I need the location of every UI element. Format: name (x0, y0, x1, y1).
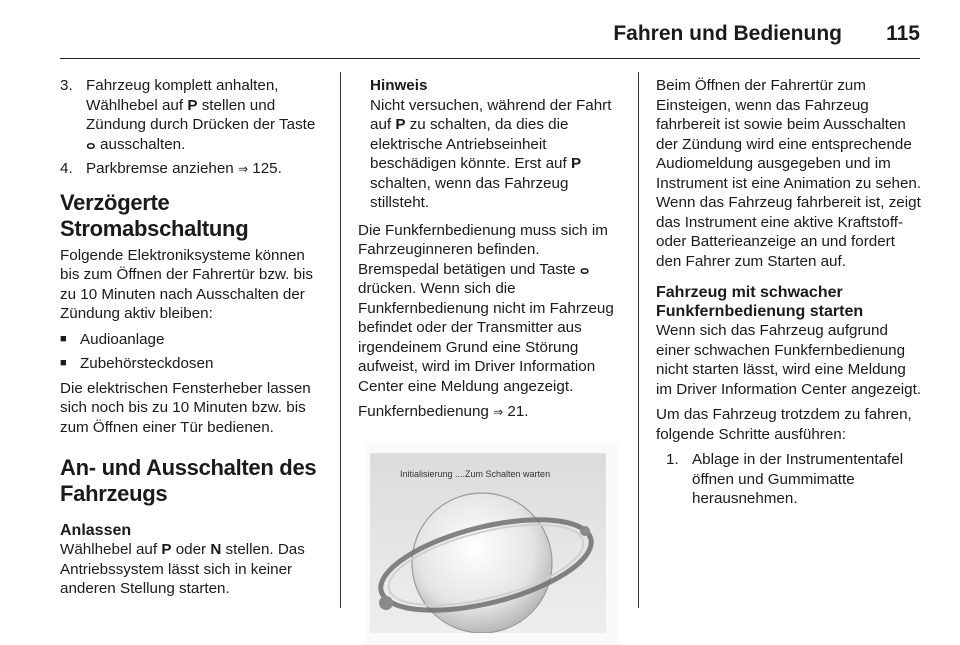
step-text: Parkbremse anziehen (86, 160, 238, 177)
text: Funkfernbedienung (358, 403, 494, 420)
step-4 (60, 159, 328, 180)
square-bullet-icon: ■ (60, 357, 67, 369)
column-divider-1 (340, 72, 341, 608)
hint-box (358, 76, 624, 213)
animation-paragraph: Beim Öffnen der Fahrertür zum Einsteigen, wenn das Fahrzeug fahrbereit ist sowie beim Ausschalten der Zündung wird eine entsprechende Audiomeldung ausgegeben und im Instrument ist eine Animation zu sehen. Wenn das Fahrzeug fahrbereit ist, zeigt das Instrument eine aktive Kraftstoff- oder Batterieanzeige an und fordert den Fahrer zum Starten auf. (656, 77, 922, 270)
remote-paragraph (358, 221, 624, 397)
column-3 (656, 76, 922, 514)
section-heading-anschalten: An- und Ausschalten des Fahrzeugs (60, 455, 317, 506)
step-text: stellen und Zündung durch Drücken der Taste (86, 96, 316, 133)
step-text: Fahrzeug komplett anhalten, Wählhebel auf (86, 77, 279, 114)
list-item-text: Audioanlage (80, 330, 165, 348)
header-rule (60, 58, 920, 59)
page-title: Fahren und Bedienung (613, 22, 842, 45)
section-outro: Die elektrischen Fensterheber lassen sich noch bis zu 10 Minuten bzw. bis zum Öffnen einer Tür bedienen. (60, 379, 311, 436)
instrument-display-figure (366, 443, 618, 645)
text: oder (171, 541, 211, 558)
gear-p: P (161, 541, 172, 558)
section-intro: Folgende Elektroniksysteme können bis zum Öffnen der Fahrertür bzw. bis zu 10 Minuten nach Ausschalten der Zündung aktiv bleiben: (60, 246, 313, 322)
anlassen-text (60, 540, 328, 599)
remote-ref (358, 402, 624, 423)
step-text: Ablage in der Instrumententafel öffnen und Gummimatte herausnehmen. (692, 451, 904, 507)
page-ref[interactable]: 21. (507, 403, 529, 420)
column-2 (358, 76, 624, 645)
gear-p: P (395, 116, 406, 133)
text: Nicht versuchen, während der Fahrt auf (370, 96, 612, 133)
planet-ring-icon (370, 453, 606, 633)
step-number: 1. (666, 451, 679, 468)
text: stellen. Das Antriebssystem lässt sich in keiner anderen Stellung starten. (60, 541, 305, 597)
hint-text (370, 96, 624, 213)
list-item (60, 354, 328, 374)
weak-remote-paragraph: Wenn sich das Fahrzeug aufgrund einer schwachen Funkfernbedienung nicht starten lässt, wird eine Meldung im Driver Information Center angezeigt. (656, 322, 922, 398)
gear-p: P (187, 96, 198, 114)
list-item-text: Zubehörsteckdosen (80, 355, 214, 372)
step-text: ausschalten. (95, 135, 186, 153)
arrow-ref-icon: ⇒ (493, 405, 504, 419)
step-3 (60, 76, 328, 154)
page-number: 115 (886, 22, 920, 45)
column-divider-2 (638, 72, 639, 608)
text: Wählhebel auf (60, 541, 162, 558)
subheading-anlassen: Anlassen (60, 522, 132, 539)
arrow-ref-icon: ⇒ (237, 162, 249, 176)
text: zu schalten, da dies die elektrische Antriebseinheit beschädigen könnte. Erst auf (370, 116, 571, 172)
gear-n: N (210, 541, 222, 558)
display-message: Initialisierung ....Zum Schalten warten (400, 468, 551, 479)
display-screen (370, 453, 606, 633)
step-number: 4. (60, 160, 73, 177)
list-item (60, 330, 328, 350)
steps-intro: Um das Fahrzeug trotzdem zu fahren, folgende Schritte ausführen: (656, 406, 912, 443)
page-ref[interactable]: 125. (252, 160, 282, 177)
gear-p: P (570, 155, 582, 172)
step-1 (666, 450, 922, 509)
power-button-icon: ⴰ (579, 260, 590, 278)
page-header (60, 18, 920, 60)
power-button-icon: ⴰ (86, 135, 96, 153)
text: schalten, wenn das Fahrzeug stillsteht. (370, 174, 569, 211)
hint-title: Hinweis (370, 77, 428, 94)
subheading-weak-remote: Fahrzeug mit schwacher Funkfernbedienung starten (656, 284, 864, 320)
square-bullet-icon: ■ (60, 332, 67, 345)
text: drücken. Wenn sich die Funkfernbedienung nicht im Fahrzeug befindet oder der Transmitter aus irgendeinem Grund eine Störung aufweist, wird im Driver Information Center eine Meldung angezeigt. (358, 280, 614, 395)
text: Die Funkfernbedienung muss sich im Fahrzeuginneren befinden. Bremspedal betätigen und Taste (358, 221, 608, 278)
section-heading-stromabschaltung: Verzögerte Stromabschaltung (60, 189, 249, 241)
step-number: 3. (60, 77, 73, 94)
column-1 (60, 76, 328, 605)
